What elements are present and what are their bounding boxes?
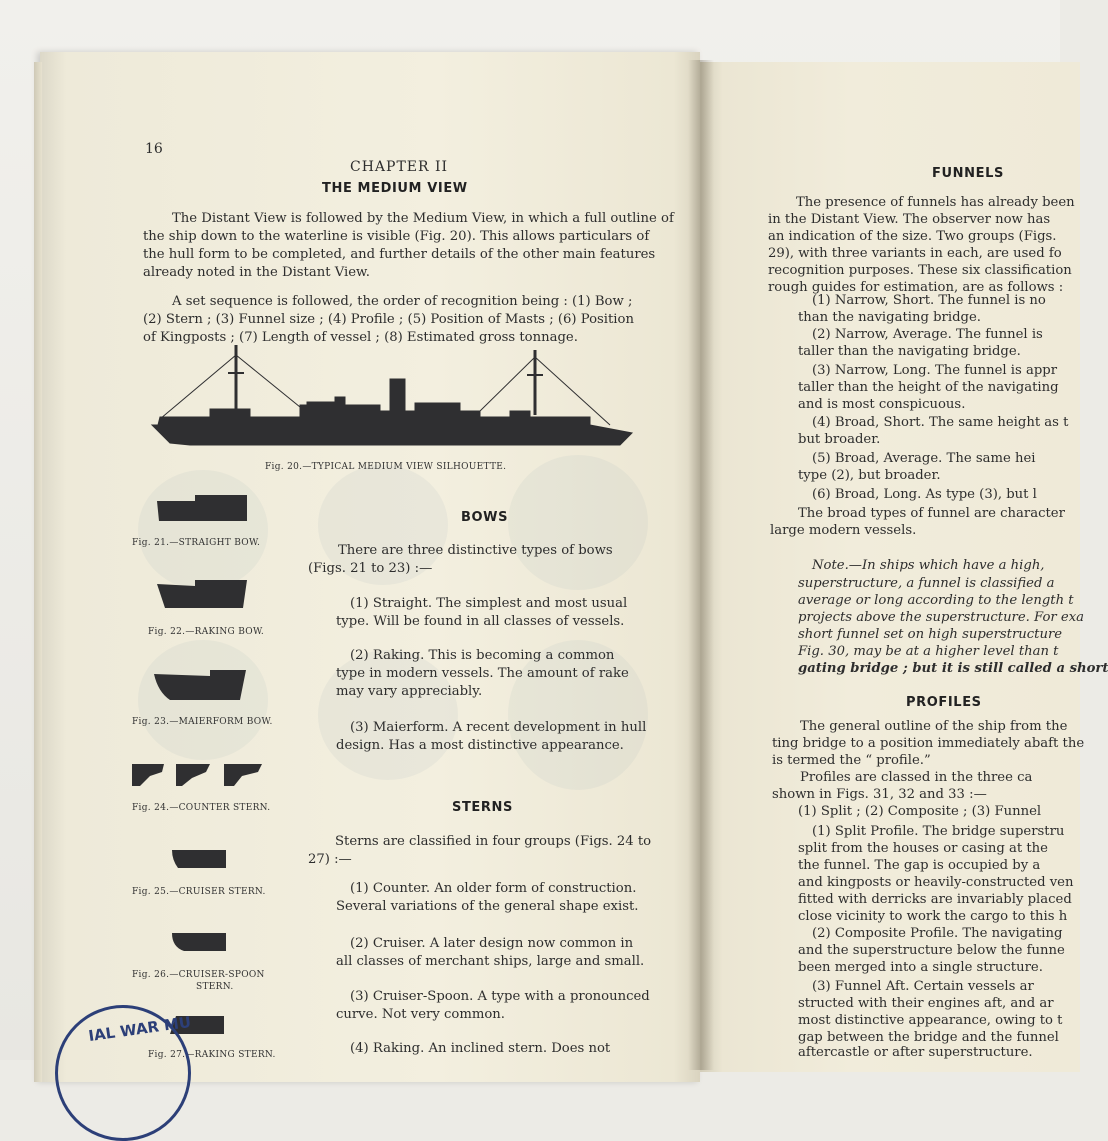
- text-line: short funnel set on high superstructure: [798, 627, 1063, 642]
- text-line: Note.—In ships which have a high,: [812, 558, 1045, 573]
- text-line: Sterns are classified in four groups (Figs. 24 to: [335, 834, 652, 849]
- text-line: Fig. 30, may be at a higher level than t: [798, 644, 1059, 659]
- text-line: ting bridge to a position immediately abaft the: [772, 736, 1085, 751]
- text-line: (2) Stern ; (3) Funnel size ; (4) Profile ; (5) Position of Masts ; (6) Position: [143, 312, 634, 327]
- museum-stamp-text: IAL WAR MU: [87, 1012, 193, 1046]
- text-line: the hull form to be completed, and further details of the other main features: [143, 247, 656, 262]
- text-line: (4) Broad, Short. The same height as t: [812, 415, 1069, 430]
- text-line: A set sequence is followed, the order of recognition being : (1) Bow ;: [172, 294, 633, 309]
- text-line: (1) Narrow, Short. The funnel is no: [812, 293, 1046, 308]
- text-line: split from the houses or casing at the: [798, 841, 1048, 856]
- text-line: curve. Not very common.: [336, 1007, 505, 1022]
- chapter-title: THE MEDIUM VIEW: [322, 181, 468, 196]
- text-line: (1) Split Profile. The bridge superstru: [812, 824, 1065, 839]
- text-line: and the superstructure below the funne: [798, 943, 1065, 958]
- fig21-caption: Fig. 21.—STRAIGHT BOW.: [132, 538, 261, 548]
- text-line: 29), with three variants in each, are used fo: [768, 246, 1062, 261]
- text-line: shown in Figs. 31, 32 and 33 :—: [772, 787, 987, 802]
- text-line: projects above the superstructure. For exa: [798, 610, 1085, 625]
- text-line: Several variations of the general shape exist.: [336, 899, 639, 914]
- text-line: recognition purposes. These six classification: [768, 263, 1072, 278]
- text-line: (2) Raking. This is becoming a common: [350, 648, 615, 663]
- text-line: (1) Counter. An older form of construction.: [350, 881, 637, 896]
- cruiser-spoon-stern-figure: [170, 931, 230, 955]
- text-line: the funnel. The gap is occupied by a: [798, 858, 1041, 873]
- bleed-through-circle: [508, 455, 648, 590]
- text-line: average or long according to the length t: [798, 593, 1074, 608]
- fig25-caption: Fig. 25.—CRUISER STERN.: [132, 887, 266, 897]
- text-line: type. Will be found in all classes of vessels.: [336, 614, 625, 629]
- chapter-label: CHAPTER II: [350, 159, 449, 175]
- fig20-caption: Fig. 20.—TYPICAL MEDIUM VIEW SILHOUETTE.: [265, 462, 507, 472]
- text-line: but broader.: [798, 432, 881, 447]
- text-line: (Figs. 21 to 23) :—: [308, 561, 433, 576]
- text-line: large modern vessels.: [770, 523, 917, 538]
- page-number: 16: [145, 141, 163, 157]
- text-line: (4) Raking. An inclined stern. Does not: [350, 1041, 611, 1056]
- cruiser-stern-figure: [170, 848, 230, 872]
- sterns-heading: STERNS: [452, 800, 513, 815]
- text-line: (1) Straight. The simplest and most usual: [350, 596, 628, 611]
- text-line: (1) Split ; (2) Composite ; (3) Funnel: [798, 804, 1042, 819]
- fig24-caption: Fig. 24.—COUNTER STERN.: [132, 803, 271, 813]
- text-line: design. Has a most distinctive appearance.: [336, 738, 624, 753]
- text-line: close vicinity to work the cargo to this h: [798, 909, 1068, 924]
- raking-bow-figure: [155, 580, 250, 612]
- fig23-caption: Fig. 23.—MAIERFORM BOW.: [132, 717, 273, 727]
- text-line: the ship down to the waterline is visible (Fig. 20). This allows particulars of: [143, 229, 650, 244]
- text-line: is termed the “ profile.”: [772, 753, 931, 768]
- text-line: type (2), but broader.: [798, 468, 941, 483]
- text-line: (3) Maierform. A recent development in hull: [350, 720, 647, 735]
- straight-bow-figure: [155, 493, 250, 525]
- text-line: (5) Broad, Average. The same hei: [812, 451, 1036, 466]
- text-line: fitted with derricks are invariably placed: [798, 892, 1072, 907]
- text-line: The Distant View is followed by the Medium View, in which a full outline of: [172, 211, 674, 226]
- text-line: than the navigating bridge.: [798, 310, 981, 325]
- text-line: The general outline of the ship from the: [800, 719, 1068, 734]
- text-line: 27) :—: [308, 852, 352, 867]
- text-line: and is most conspicuous.: [798, 397, 966, 412]
- text-line: and kingposts or heavily-constructed ven: [798, 875, 1074, 890]
- text-line: structed with their engines aft, and ar: [798, 996, 1054, 1011]
- funnels-heading: FUNNELS: [932, 166, 1004, 181]
- text-line: of Kingposts ; (7) Length of vessel ; (8) Estimated gross tonnage.: [143, 330, 578, 345]
- fig27-caption: Fig. 27.—RAKING STERN.: [148, 1050, 276, 1060]
- bleed-through-circle: [138, 470, 268, 590]
- text-line: most distinctive appearance, owing to t: [798, 1013, 1063, 1028]
- text-line: been merged into a single structure.: [798, 960, 1043, 975]
- text-line: The presence of funnels has already been: [796, 195, 1075, 210]
- fig26-caption-line2: STERN.: [196, 982, 234, 992]
- text-line: (6) Broad, Long. As type (3), but l: [812, 487, 1037, 502]
- text-line: taller than the height of the navigating: [798, 380, 1059, 395]
- text-line: all classes of merchant ships, large and small.: [336, 954, 645, 969]
- text-line: may vary appreciably.: [336, 684, 483, 699]
- text-line: superstructure, a funnel is classified a: [798, 576, 1055, 591]
- fig22-caption: Fig. 22.—RAKING BOW.: [148, 627, 265, 637]
- text-line: (3) Narrow, Long. The funnel is appr: [812, 363, 1058, 378]
- text-line: The broad types of funnel are character: [798, 506, 1065, 521]
- text-line: Profiles are classed in the three ca: [800, 770, 1033, 785]
- profiles-heading: PROFILES: [906, 695, 982, 710]
- text-line: rough guides for estimation, are as follows :: [768, 280, 1064, 295]
- fig26-caption: Fig. 26.—CRUISER-SPOON: [132, 970, 265, 980]
- ship-silhouette-figure: [150, 345, 640, 465]
- text-line: (3) Cruiser-Spoon. A type with a pronounced: [350, 989, 650, 1004]
- maierform-bow-figure: [150, 670, 250, 704]
- text-line: in the Distant View. The observer now has: [768, 212, 1051, 227]
- counter-stern-figures: [130, 762, 265, 788]
- text-line: (2) Narrow, Average. The funnel is: [812, 327, 1043, 342]
- text-line: There are three distinctive types of bows: [338, 543, 613, 558]
- text-line: an indication of the size. Two groups (Figs.: [768, 229, 1057, 244]
- bows-heading: BOWS: [461, 510, 509, 525]
- text-line: (3) Funnel Aft. Certain vessels ar: [812, 979, 1034, 994]
- text-line: gating bridge ; but it is still called a short: [798, 661, 1108, 676]
- text-line: type in modern vessels. The amount of rake: [336, 666, 629, 681]
- text-line: gap between the bridge and the funnel: [798, 1030, 1059, 1045]
- text-line: already noted in the Distant View.: [143, 265, 370, 280]
- text-line: (2) Cruiser. A later design now common in: [350, 936, 634, 951]
- text-line: (2) Composite Profile. The navigating: [812, 926, 1063, 941]
- text-line: taller than the navigating bridge.: [798, 344, 1021, 359]
- text-line: aftercastle or after superstructure.: [798, 1045, 1033, 1060]
- book-gutter: [688, 60, 714, 1070]
